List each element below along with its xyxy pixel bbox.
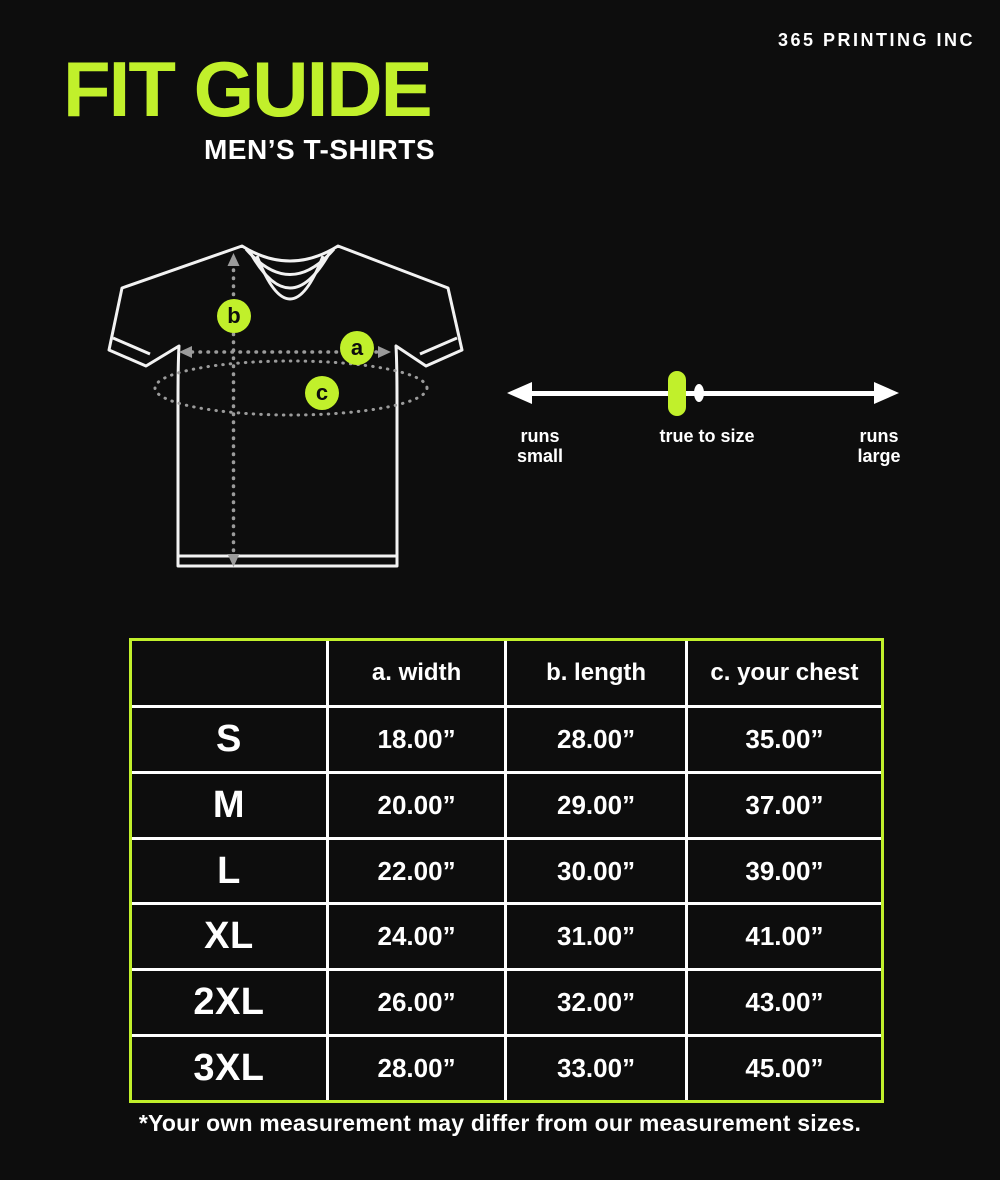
measurement-disclaimer: *Your own measurement may differ from our measurement sizes. xyxy=(138,1110,862,1136)
arrowhead-up xyxy=(228,253,240,266)
chest-dotted-ellipse xyxy=(155,361,427,415)
size-table xyxy=(129,638,884,1103)
tshirt-diagram-icon xyxy=(100,240,470,580)
table-cell-length: 32.00” xyxy=(507,971,685,1034)
table-cell-chest: 37.00” xyxy=(688,774,881,837)
scale-arrowhead-right-icon xyxy=(874,382,899,404)
table-header-chest: c. your chest xyxy=(688,641,881,705)
marker-chest xyxy=(305,376,339,410)
table-cell-chest: 43.00” xyxy=(688,971,881,1034)
table-cell-length: 31.00” xyxy=(507,905,685,968)
table-cell-width: 28.00” xyxy=(329,1037,504,1100)
table-cell-size: S xyxy=(132,708,326,771)
marker-width xyxy=(340,331,374,365)
table-cell-width: 26.00” xyxy=(329,971,504,1034)
arrowhead-left xyxy=(179,346,192,358)
table-cell-size: 3XL xyxy=(132,1037,326,1100)
table-cell-size: M xyxy=(132,774,326,837)
fit-dot-icon xyxy=(694,384,704,402)
table-cell-chest: 39.00” xyxy=(688,840,881,903)
scale-label-runs-large: runs large xyxy=(857,426,901,466)
scale-label-true-to-size: true to size xyxy=(659,426,755,446)
tshirt-outline xyxy=(109,246,462,566)
title-block xyxy=(63,45,435,166)
table-cell-length: 29.00” xyxy=(507,774,685,837)
table-cell-width: 20.00” xyxy=(329,774,504,837)
marker-chest-letter: c xyxy=(315,380,329,405)
arrowhead-right xyxy=(378,346,391,358)
marker-width-letter: a xyxy=(350,335,364,360)
table-cell-size: L xyxy=(132,840,326,903)
marker-length xyxy=(217,299,251,333)
table-cell-chest: 45.00” xyxy=(688,1037,881,1100)
table-header-length: b. length xyxy=(507,641,685,705)
table-header-width: a. width xyxy=(329,641,504,705)
table-cell-size: XL xyxy=(132,905,326,968)
table-cell-length: 30.00” xyxy=(507,840,685,903)
table-cell-width: 18.00” xyxy=(329,708,504,771)
table-cell-chest: 35.00” xyxy=(688,708,881,771)
scale-label-runs-small: runs small xyxy=(516,426,564,466)
marker-length-letter: b xyxy=(227,303,241,328)
table-cell-chest: 41.00” xyxy=(688,905,881,968)
table-cell-width: 24.00” xyxy=(329,905,504,968)
page-subtitle: MEN’S T-SHIRTS xyxy=(203,134,435,165)
fit-indicator xyxy=(668,371,686,416)
table-header-size xyxy=(132,641,326,705)
cuff-line xyxy=(420,338,457,354)
cuff-line xyxy=(113,338,150,354)
page-title: FIT GUIDE xyxy=(63,45,431,133)
brand-name: 365 PRINTING INC xyxy=(777,30,975,50)
table-cell-length: 28.00” xyxy=(507,708,685,771)
table-cell-width: 22.00” xyxy=(329,840,504,903)
table-cell-length: 33.00” xyxy=(507,1037,685,1100)
table-cell-size: 2XL xyxy=(132,971,326,1034)
